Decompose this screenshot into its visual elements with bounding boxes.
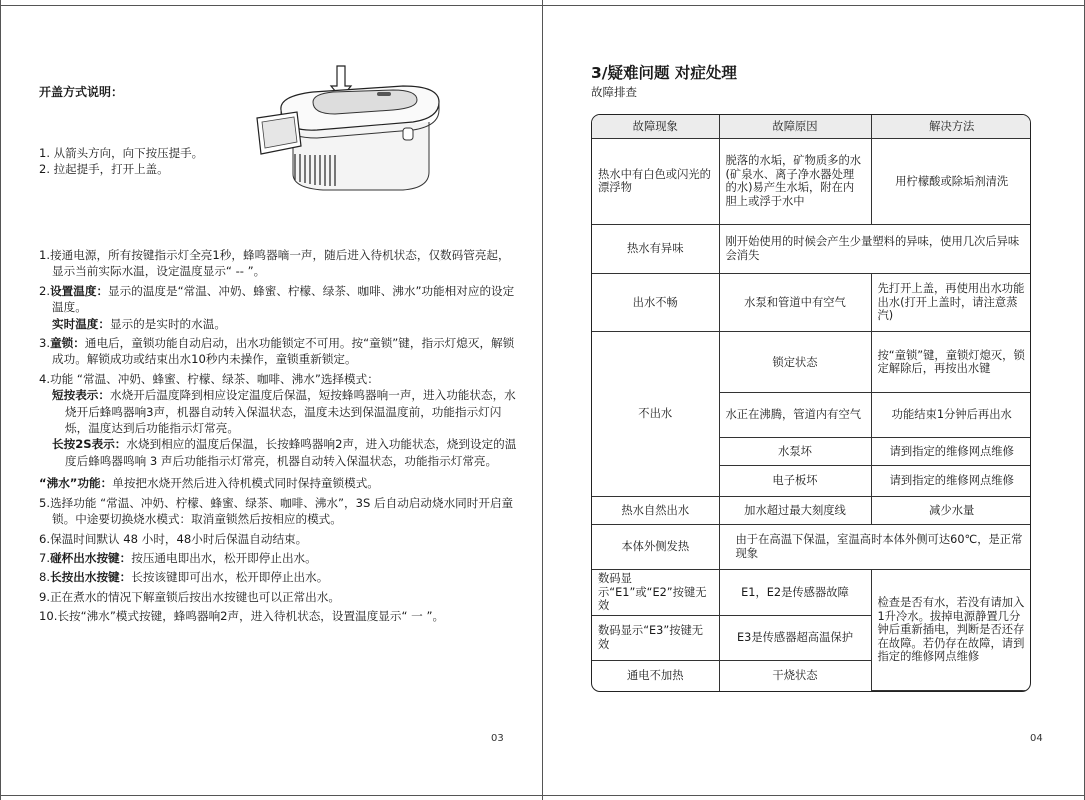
instruction-4: 4.功能 “常温、冲奶、蜂蜜、柠檬、绿茶、咖啡、沸水”选择模式： 短按表示：水烧开后温度降到相应设定温度后保温，短按蜂鸣器响一声，进入功能状态，水烧开后蜂鸣器响3声，机器自动转入保温状态，温度未达到保温温度前，功能指示灯闪烁，温度达到后功能指示灯常亮。 长按2S表示：水烧到相应的温度后保温，长按蜂鸣器响2声，进入功能状态，烧到设定的温度后蜂鸣器鸣响 3 声后功能指示灯常亮，机器自动转入保温状态，功能指示灯常亮。 <box>39 371 517 468</box>
table-row <box>592 569 1031 615</box>
instruction-10: 10.长按“沸水”模式按键，蜂鸣器响2声，进入待机状态，设置温度显示“ 一 ”。 <box>39 609 445 624</box>
cause-cell: 电子板坏 <box>719 466 871 496</box>
symptom-cell: 热水中有白色或闪光的漂浮物 <box>592 138 719 224</box>
header-solution: 解决方法 <box>871 115 1031 138</box>
table-row <box>592 273 1031 332</box>
symptom-cell: 数码显示“E3”按键无效 <box>592 615 719 660</box>
table-row <box>592 496 1031 524</box>
symptom-cell: 本体外侧发热 <box>592 525 719 570</box>
symptom-cell: 热水有异味 <box>592 225 719 274</box>
section-subtitle: 故障排查 <box>591 85 637 99</box>
cause-cell: 加水超过最大刻度线 <box>719 496 871 524</box>
instruction-5: 5.选择功能 “常温、冲奶、柠檬、蜂蜜、绿茶、咖啡、沸水”，3S 后自动启动烧水同时开启童锁。中途要切换烧水模式：取消童锁然后按相应的模式。 <box>39 495 514 527</box>
solution-cell: 请到指定的维修网点维修 <box>871 437 1031 465</box>
lid-step-2: 2. 拉起提手，打开上盖。 <box>39 162 169 176</box>
header-symptom: 故障现象 <box>592 115 719 138</box>
instruction-1: 1.接通电源，所有按键指示灯全亮1秒，蜂鸣器嘀一声，随后进入待机状态，仅数码管亮起，显示当前实际水温，设定温度显示“ -- ”。 <box>39 248 510 279</box>
solution-cell: 功能结束1分钟后再出水 <box>871 393 1031 438</box>
cause-cell: E3是传感器超高温保护 <box>719 615 871 660</box>
cause-cell: 锁定状态 <box>719 332 871 393</box>
table-row <box>592 525 1031 570</box>
solution-cell: 先打开上盖，再使用出水功能出水(打开上盖时，请注意蒸汽) <box>871 273 1031 332</box>
merged-cause-solution-cell: 刚开始使用的时候会产生少量塑料的异味，使用几次后异味会消失 <box>719 225 1031 274</box>
symptom-cell: 通电不加热 <box>592 660 719 691</box>
lid-opening-title: 开盖方式说明： <box>39 85 124 99</box>
table-header-row <box>592 115 1031 138</box>
solution-cell: 按“童锁”键，童锁灯熄灭，锁定解除后，再按出水键 <box>871 332 1031 393</box>
symptom-cell: 出水不畅 <box>592 273 719 332</box>
instruction-2: 2.设置温度：显示的温度是“常温、冲奶、蜂蜜、柠檬、绿茶、咖啡、沸水”功能相对应的设定温度。 实时温度：显示的是实时的水温。 <box>39 283 515 331</box>
section-title: 3/疑难问题 对症处理 <box>591 64 737 82</box>
instruction-9: 9.正在煮水的情况下解童锁后按出水按键也可以正常出水。 <box>39 589 340 604</box>
instruction-6: 6.保温时间默认 48 小时，48小时后保温自动结束。 <box>39 531 308 546</box>
kettle-lid-illustration <box>253 62 449 197</box>
cause-cell: 干烧状态 <box>719 660 871 691</box>
page-number: 03 <box>491 733 504 744</box>
merged-cause-solution-cell: 由于在高温下保温，室温高时本体外侧可达60℃，是正常现象 <box>719 525 1031 570</box>
cause-cell: 水泵和管道中有空气 <box>719 273 871 332</box>
instruction-7: 7.碰杯出水按键：按压通电即出水，松开即停止出水。 <box>39 550 317 565</box>
table-row <box>592 332 1031 393</box>
symptom-cell: 不出水 <box>592 332 719 496</box>
solution-cell: 用柠檬酸或除垢剂清洗 <box>871 138 1031 224</box>
table-row <box>592 225 1031 274</box>
cause-cell: 水泵坏 <box>719 437 871 465</box>
instruction-3: 3.童锁：通电后，童锁功能自动启动，出水功能锁定不可用。按“童锁”键，指示灯熄灭，解锁成功。解锁成功或结束出水10秒内未操作，童锁重新锁定。 <box>39 336 515 367</box>
header-cause: 故障原因 <box>719 115 871 138</box>
instruction-8: 8.长按出水按键：长按该键即可出水，松开即停止出水。 <box>39 570 329 585</box>
symptom-cell: 热水自然出水 <box>592 496 719 524</box>
cause-cell: 水正在沸腾，管道内有空气 <box>719 393 871 438</box>
cause-cell: E1，E2是传感器故障 <box>719 569 871 615</box>
table-row <box>592 138 1031 224</box>
page-number: 04 <box>1030 733 1043 744</box>
troubleshooting-table <box>591 114 1031 692</box>
solution-cell: 检查是否有水，若没有请加入1升冷水。拔掉电源静置几分钟后重新插电，判断是否还存在故障。若仍存在故障，请到指定的维修网点维修 <box>871 569 1031 690</box>
instruction-list <box>39 247 521 628</box>
instruction-boil: “沸水”功能：单按把水烧开然后进入待机模式同时保持童锁模式。 <box>39 476 379 491</box>
cause-cell: 脱落的水垢，矿物质多的水(矿泉水、离子净水器处理的水)易产生水垢，附在内胆上或浮于水中 <box>719 138 871 224</box>
lid-step-1: 1. 从箭头方向，向下按压提手。 <box>39 146 204 160</box>
symptom-cell: 数码显示“E1”或“E2”按键无效 <box>592 569 719 615</box>
solution-cell: 请到指定的维修网点维修 <box>871 466 1031 496</box>
solution-cell: 减少水量 <box>871 496 1031 524</box>
